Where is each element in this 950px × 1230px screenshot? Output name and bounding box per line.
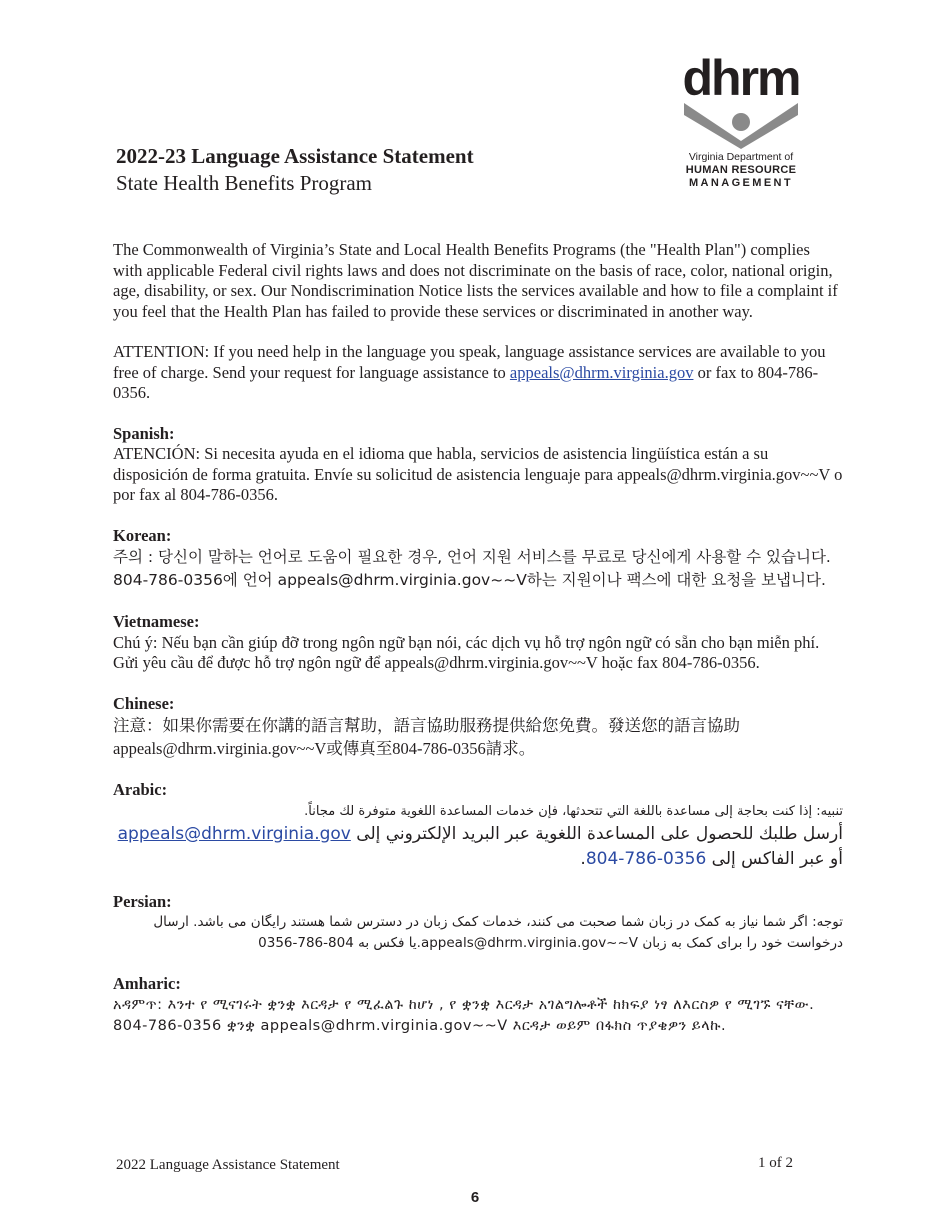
dhrm-chevron-logo-icon xyxy=(682,101,800,149)
arabic-text-line2 xyxy=(113,822,843,847)
section-korean xyxy=(113,526,843,593)
section-vietnamese xyxy=(113,612,843,674)
korean-text: 주의 : 당신이 말하는 언어로 도움이 필요한 경우, 언어 지원 서비스를 무료로 당신에게 사용할 수 있습니다. 804-786-0356에 언어 appeals@dhrm.virginia.gov~~V하는 지원이나 팩스에 대한 요청을 보냅니다. xyxy=(113,548,831,589)
arabic-heading: Arabic: xyxy=(113,780,168,799)
persian-heading: Persian: xyxy=(113,891,172,911)
logo-line-management: MANAGEMENT xyxy=(688,177,794,189)
footer-document-name: 2022 Language Assistance Statement xyxy=(116,1157,340,1173)
vietnamese-heading: Vietnamese: xyxy=(113,612,200,631)
attention-paragraph xyxy=(113,342,843,404)
arabic-email-link[interactable]: appeals@dhrm.virginia.gov xyxy=(117,823,351,844)
section-spanish xyxy=(113,424,843,506)
arabic-period: . xyxy=(580,848,586,869)
arabic-text-line3 xyxy=(113,847,843,872)
amharic-text: አዳምጥ: እንተ የ ሚናገሩት ቋንቋ እርዳታ የ ሚፈልጉ ከሆነ , የ ቋንቋ እርዳታ አገልግሎቶች ከክፍያ ነፃ ለእርስዎ የ ሚገኙ ናቸው. 804-786-0356 ቋንቋ appeals@dhrm.virginia.gov~~V እርዳታ ወይም በፋክስ ጥያቄዎን ይላኩ. xyxy=(113,996,815,1034)
logo-line-human-resource: HUMAN RESOURCE xyxy=(685,164,797,176)
korean-heading: Korean: xyxy=(113,525,172,545)
chinese-text: 注意：如果你需要在你講的語言幫助，語言協助服務提供給您免費。發送您的語言協助 appeals@dhrm.virginia.gov~~V或傳真至804-786-0356請求。 xyxy=(113,716,740,758)
persian-text: توجه: اگر شما نیاز به کمک در زبان شما صحبت می کنند، خدمات کمک زبان در دسترس شما هستند رایگان می باشد. ارسال درخواست خود را برای کمک به زبان appeals@dhrm.virginia.gov~~V.یا فکس به 804-786-0356 xyxy=(153,914,843,951)
attention-fax-text: or fax to 804-786-0356. xyxy=(113,362,819,402)
intro-paragraph: The Commonwealth of Virginia’s State and Local Health Benefits Programs (the "Health Plan") complies with applicable Federal civil rights laws and does not discriminate on the basis of race, color, national origin, age, disability, or sex. Our Nondiscrimination Notice lists the services available and how to file a complaint if you feel that the Health Plan has failed to provide these services or discriminated in another way. xyxy=(113,240,838,321)
spanish-text: ATENCIÓN: Si necesita ayuda en el idioma que habla, servicios de asistencia lingüística están a su disposición de forma gratuita. Envíe su solicitud de asistencia lenguaje para appeals@dhrm.virginia.gov~~V o por fax al 804-786-0356. xyxy=(113,444,843,504)
section-arabic xyxy=(113,780,843,872)
logo-wordmark: dhrm xyxy=(682,50,800,106)
page-number: 6 xyxy=(470,1189,480,1206)
attention-text: ATTENTION: If you need help in the language you speak, language assistance services are available to you free of charge. Send your request for language assistance to xyxy=(113,342,826,382)
chinese-heading: Chinese: xyxy=(113,693,175,713)
section-amharic xyxy=(113,974,843,1037)
section-persian xyxy=(113,892,843,955)
footer-page-count: 1 of 2 xyxy=(758,1155,793,1171)
logo-line-virginia: Virginia Department of xyxy=(688,151,794,163)
vietnamese-text: Chú ý: Nếu bạn cần giúp đỡ trong ngôn ngữ bạn nói, các dịch vụ hỗ trợ ngôn ngữ có sẵn cho bạn miễn phí. Gửi yêu cầu để được hỗ trợ ngôn ngữ để appeals@dhrm.virginia.gov~~V hoặc fax 804-786-0356. xyxy=(113,632,820,672)
appeals-email-link[interactable]: appeals@dhrm.virginia.gov xyxy=(509,362,694,382)
arabic-fax-number: 804-786-0356 xyxy=(585,848,707,869)
document-body xyxy=(113,240,843,1057)
document-subtitle: State Health Benefits Program xyxy=(116,171,373,195)
dhrm-logo xyxy=(678,50,804,190)
spanish-heading: Spanish: xyxy=(113,423,175,443)
arabic-email-text: أرسل طلبك للحصول على المساعدة اللغوية عبر البريد الإلكتروني إلى xyxy=(350,823,843,844)
amharic-heading: Amharic: xyxy=(113,974,181,993)
arabic-fax-text: أو عبر الفاكس إلى xyxy=(706,848,843,869)
document-title: 2022-23 Language Assistance Statement xyxy=(116,144,474,168)
arabic-text-line1: تنبيه: إذا كنت بحاجة إلى مساعدة باللغة التي تتحدثها، فإن خدمات المساعدة اللغوية متوفرة لك مجاناً. xyxy=(304,803,843,819)
section-chinese xyxy=(113,694,843,761)
